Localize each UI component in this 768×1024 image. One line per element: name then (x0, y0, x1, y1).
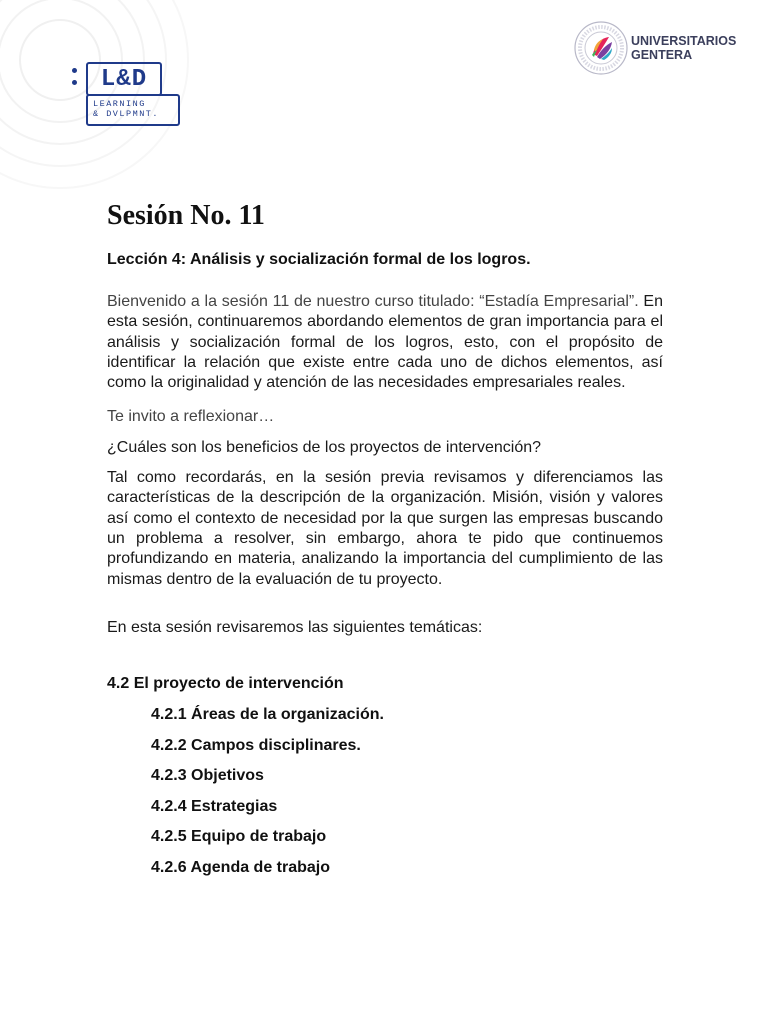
document-content (107, 200, 663, 878)
topic-item: 4.2.6 Agenda de trabajo (151, 858, 331, 876)
topic-item: 4.2.2 Campos disciplinares. (151, 736, 361, 754)
topic-main: 4.2 El proyecto de intervención (107, 675, 344, 693)
ld-logo-main: L&D (86, 62, 162, 96)
gentera-line2: GENTERA (631, 48, 693, 62)
gentera-line1: UNIVERSITARIOS (631, 34, 737, 48)
ld-logo-line1: LEARNING (93, 99, 146, 109)
ld-colon-mark (72, 68, 82, 92)
topics-intro: En esta sesión revisaremos las siguientes temáticas: (107, 618, 483, 636)
body-paragraph: Tal como recordarás, en la sesión previa revisamos y diferenciamos las características de la descripción de la organización. Misión, visión y valores así como el contexto de necesidad por la que surgen las empresas buscando un problema a resolver, sin embargo, ahora te pido que continuemos profundizando en materia, analizando la importancia del cumplimiento de las mismas dentro de la evaluación de tu proyecto. (107, 469, 663, 588)
topic-item: 4.2.1 Áreas de la organización. (151, 706, 384, 724)
reflection-prompt: Te invito a reflexionar… (107, 408, 275, 426)
topic-item: 4.2.3 Objetivos (151, 767, 264, 785)
session-title: Sesión No. 11 (107, 200, 265, 231)
topic-item: 4.2.5 Equipo de trabajo (151, 828, 327, 846)
gentera-emblem-icon (573, 20, 629, 76)
topics-list (107, 674, 663, 878)
reflection-question: ¿Cuáles son los beneficios de los proyectos de intervención? (107, 438, 542, 456)
topic-item: 4.2.4 Estrategias (151, 797, 278, 815)
intro-paragraph (107, 292, 663, 393)
gentera-wordmark (631, 34, 736, 62)
welcome-text: Bienvenido a la sesión 11 de nuestro curso titulado: “Estadía Empresarial”. (107, 293, 639, 310)
gentera-logo (573, 20, 743, 78)
ld-logo-subtitle (86, 94, 180, 126)
ld-logo (72, 62, 184, 128)
lesson-heading: Lección 4: Análisis y socialización formal de los logros. (107, 251, 531, 268)
ld-logo-line2: & DVLPMNT. (93, 109, 160, 119)
intro-body-text: En esta sesión, continuaremos abordando elementos de gran importancia para el análisis y socialización formal de los logros, esto, con el propósito de identificar la relación que existe entre cada uno de dichos elementos, así como la originalidad y atención de las necesidades empresariales reales. (107, 293, 663, 392)
